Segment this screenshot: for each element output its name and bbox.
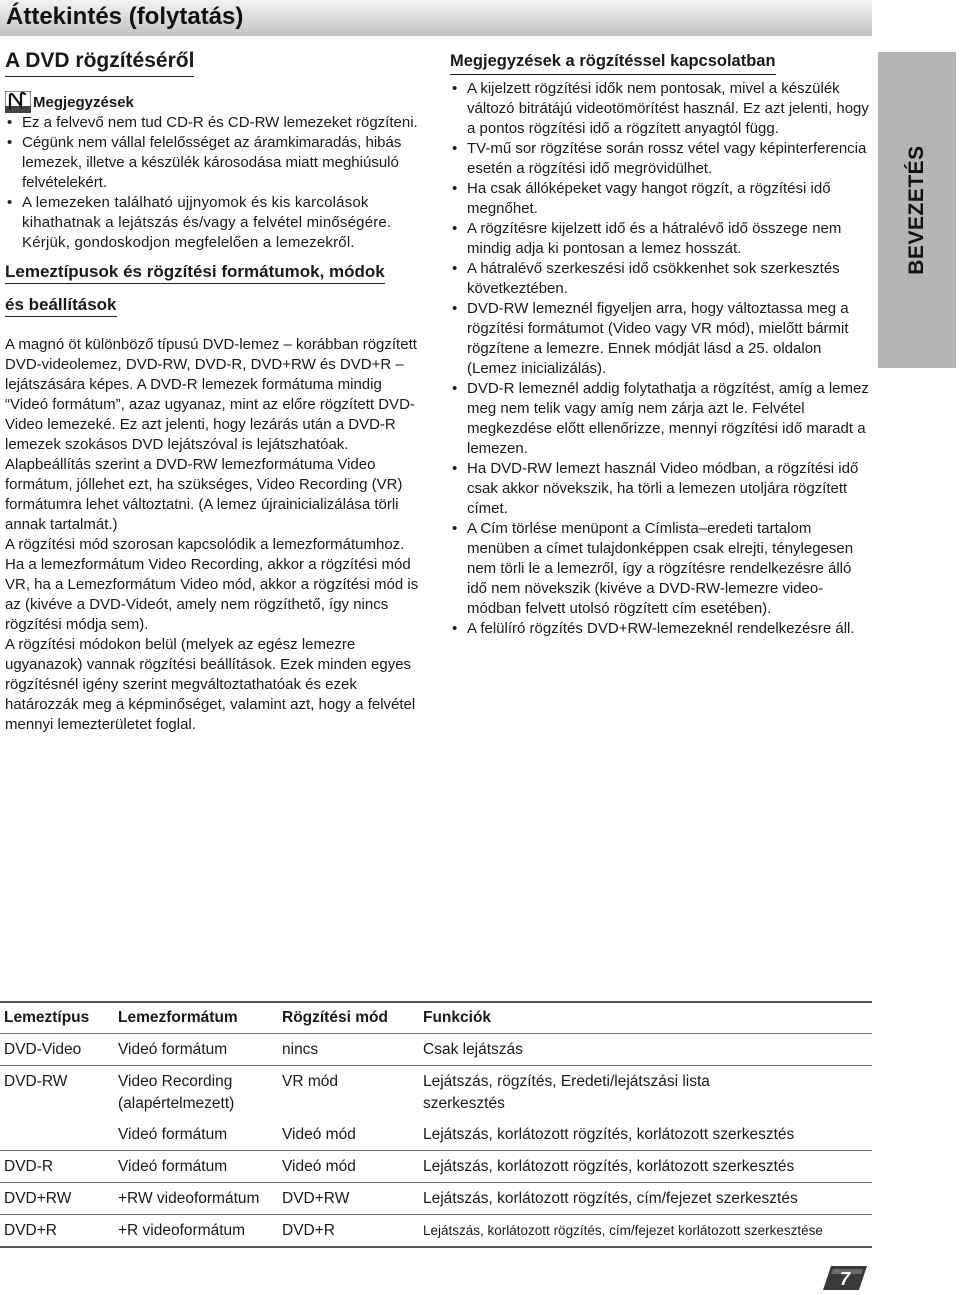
table-header-row — [0, 1002, 872, 1034]
cell-disc-format: +R videoformátum — [118, 1222, 246, 1239]
cell-functions: Lejátszás, korlátozott rögzítés, korlátozott szerkesztés — [423, 1126, 795, 1143]
cell-recording-mode: Videó mód — [282, 1158, 356, 1175]
column-header: Funkciók — [423, 1009, 492, 1026]
note-icon — [5, 91, 31, 113]
cell-text-line: Lejátszás, rögzítés, Eredeti/lejátszási lista — [423, 1073, 710, 1090]
cell-recording-mode: VR mód — [282, 1073, 338, 1090]
header-bar — [0, 0, 872, 36]
cell-text-line: (alapértelmezett) — [118, 1095, 235, 1112]
table-row — [0, 1066, 872, 1120]
list-item: • TV-mű sor rögzítése során rossz vétel vagy képinterferencia esetén a rögzítési idő megrövidülhet. — [450, 139, 870, 179]
column-header: Rögzítési mód — [282, 1009, 388, 1026]
paragraph: Alapbeállítás szerint a DVD-RW lemezformátuma Video formátum, jóllehet ezt, ha szükséges, Video Recording (VR) formátumra lehet változtatni. (A lemez újrainicializálása törli annak tartalmát.) — [5, 456, 403, 533]
cell-disc-type: DVD+RW — [4, 1190, 72, 1207]
paragraph: A rögzítési módokon belül (melyek az egész lemezre ugyanazok) vannak rögzítési beállítások. Ezek minden egyes rögzítésnél igény szerint megváltoztathatóak és ezek határozzák meg a képminőséget, valamint azt, hogy a felvétel mennyi lemezterületet foglal. — [5, 636, 416, 733]
list-item: • Cégünk nem vállal felelősséget az áramkimaradás, hibás lemezek, illetve a készülék károsodása miatt meghiúsuló felvételekért. — [5, 133, 425, 193]
cell-disc-format: Videó formátum — [118, 1126, 228, 1143]
cell-disc-type: DVD-R — [4, 1158, 54, 1175]
page-title: Áttekintés (folytatás) — [6, 3, 244, 30]
table-row — [0, 1151, 872, 1183]
page-number: 7 — [839, 1269, 851, 1289]
cell-recording-mode: nincs — [282, 1041, 319, 1058]
cell-disc-format — [114, 1066, 278, 1120]
page-number-badge — [821, 1265, 869, 1291]
side-tab — [878, 52, 956, 368]
cell-disc-format: Videó formátum — [118, 1158, 228, 1175]
list-item: • A Cím törlése menüpont a Címlista–eredeti tartalom menüben a címet tulajdonképpen csak elrejti, ténylegesen nem törli le a lemezről, így a rögzítésre rendelkezésre álló idő nem növekszik (kivéve a DVD-RW-lemezre video-módban felvett utolsó rögzített cím esetében). — [450, 519, 870, 619]
list-item: • Ez a felvevő nem tud CD-R és CD-RW lemezeket rögzíteni. — [5, 113, 425, 133]
cell-recording-mode: DVD+R — [282, 1222, 335, 1239]
side-tab-label: BEVEZETÉS — [905, 145, 928, 275]
list-item: • A rögzítésre kijelzett idő és a hátralévő idő összege nem mindig adja ki pontosan a lemez hosszát. — [450, 219, 870, 259]
cell-functions: Lejátszás, korlátozott rögzítés, cím/fejezet szerkesztés — [423, 1190, 798, 1207]
list-item: • Ha csak állóképeket vagy hangot rögzít, a rögzítési idő megnőhet. — [450, 179, 870, 219]
cell-functions: Lejátszás, korlátozott rögzítés, korlátozott szerkesztés — [423, 1158, 795, 1175]
table-row — [0, 1183, 872, 1215]
cell-recording-mode: DVD+RW — [282, 1190, 350, 1207]
disc-format-table — [0, 1001, 872, 1248]
cell-text-line: Video Recording — [118, 1073, 233, 1090]
notes-label: Megjegyzések — [33, 94, 134, 111]
subsection-title — [5, 255, 425, 321]
section-title-dvd-recording: A DVD rögzítéséről — [5, 48, 194, 77]
cell-disc-type: DVD-RW — [4, 1073, 68, 1090]
cell-disc-type: DVD-Video — [4, 1041, 82, 1058]
cell-disc-format: +RW videoformátum — [118, 1190, 260, 1207]
cell-disc-format: Videó formátum — [118, 1041, 228, 1058]
list-item: • DVD-R lemeznél addig folytathatja a rögzítést, amíg a lemez meg nem telik vagy amíg nem zárja azt le. Felvétel megkezdése előtt ellenőrizze, mennyi rögzítési idő maradt a lemezen. — [450, 379, 870, 459]
list-item: • A felülíró rögzítés DVD+RW-lemezeknél rendelkezésre áll. — [450, 619, 870, 639]
paragraph: A magnó öt különböző típusú DVD-lemez – korábban rögzített DVD-videolemez, DVD-RW, DVD-R, DVD+RW és DVD+R – lejátszására képes. A DVD-R lemezek formátuma mindig “Videó formátum”, azaz ugyanaz, mint az előre rögzített DVD-Video lemezeké. Ez azt jelenti, hogy lezárás után a DVD-R lemezek szokásos DVD lejátszóval is lejátszhatóak. — [5, 336, 417, 453]
cell-disc-type — [0, 1119, 114, 1151]
paragraph: A rögzítési mód szorosan kapcsolódik a lemezformátumhoz. Ha a lemezformátum Video Recording, akkor a rögzítési mód VR, ha a Lemezformátum Video mód, akkor a rögzítési mód is az (kivéve a DVD-Videót, amely nem rögzíthető, így nincs rögzítési módja sem). — [5, 536, 419, 633]
section-title-recording-notes: Megjegyzések a rögzítéssel kapcsolatban — [450, 50, 776, 75]
list-item: • DVD-RW lemeznél figyeljen arra, hogy változtassa meg a rögzítési formátumot (Video vagy VR mód), mielőtt bármit rögzítene a lemezre. Ennek módját lásd a 25. oldalon (Lemez inicializálás). — [450, 299, 870, 379]
cell-disc-type: DVD+R — [4, 1222, 57, 1239]
right-column — [450, 50, 870, 639]
recording-notes-list — [450, 79, 870, 639]
column-header: Lemeztípus — [4, 1009, 90, 1026]
cell-recording-mode: Videó mód — [282, 1126, 356, 1143]
table-row — [0, 1215, 872, 1248]
cell-text-line: szerkesztés — [423, 1095, 505, 1112]
cell-functions: Csak lejátszás — [423, 1041, 523, 1058]
notes-header — [5, 89, 425, 113]
list-item: • A hátralévő szerkeszési idő csökkenhet sok szerkesztés következtében. — [450, 259, 870, 299]
table-row — [0, 1119, 872, 1151]
cell-functions — [419, 1066, 872, 1120]
list-item: • A kijelzett rögzítési idők nem pontosak, mivel a készülék változó bitrátájú videotömörítést használ. Ez azt jelenti, hogy a pontos rögzítési idő a rögzített anyagtól függ. — [450, 79, 870, 139]
subsection-title-line2: és beállítások — [5, 295, 117, 317]
notes-list — [5, 113, 425, 253]
body-text — [5, 335, 425, 735]
column-header: Lemezformátum — [118, 1009, 238, 1026]
left-column — [5, 48, 425, 735]
list-item: • Ha DVD-RW lemezt használ Video módban, a rögzítési idő csak akkor növekszik, ha törli a lemezen utoljára rögzített címet. — [450, 459, 870, 519]
list-item: • A lemezeken található ujjnyomok és kis karcolások kihathatnak a lejátszás és/vagy a felvétel minőségére. Kérjük, gondoskodjon megfelelően a lemezekről. — [5, 193, 425, 253]
cell-functions: Lejátszás, korlátozott rögzítés, cím/fejezet korlátozott szerkesztése — [423, 1223, 823, 1238]
table-row — [0, 1034, 872, 1066]
subsection-title-line1: Lemeztípusok és rögzítési formátumok, módok — [5, 262, 385, 284]
